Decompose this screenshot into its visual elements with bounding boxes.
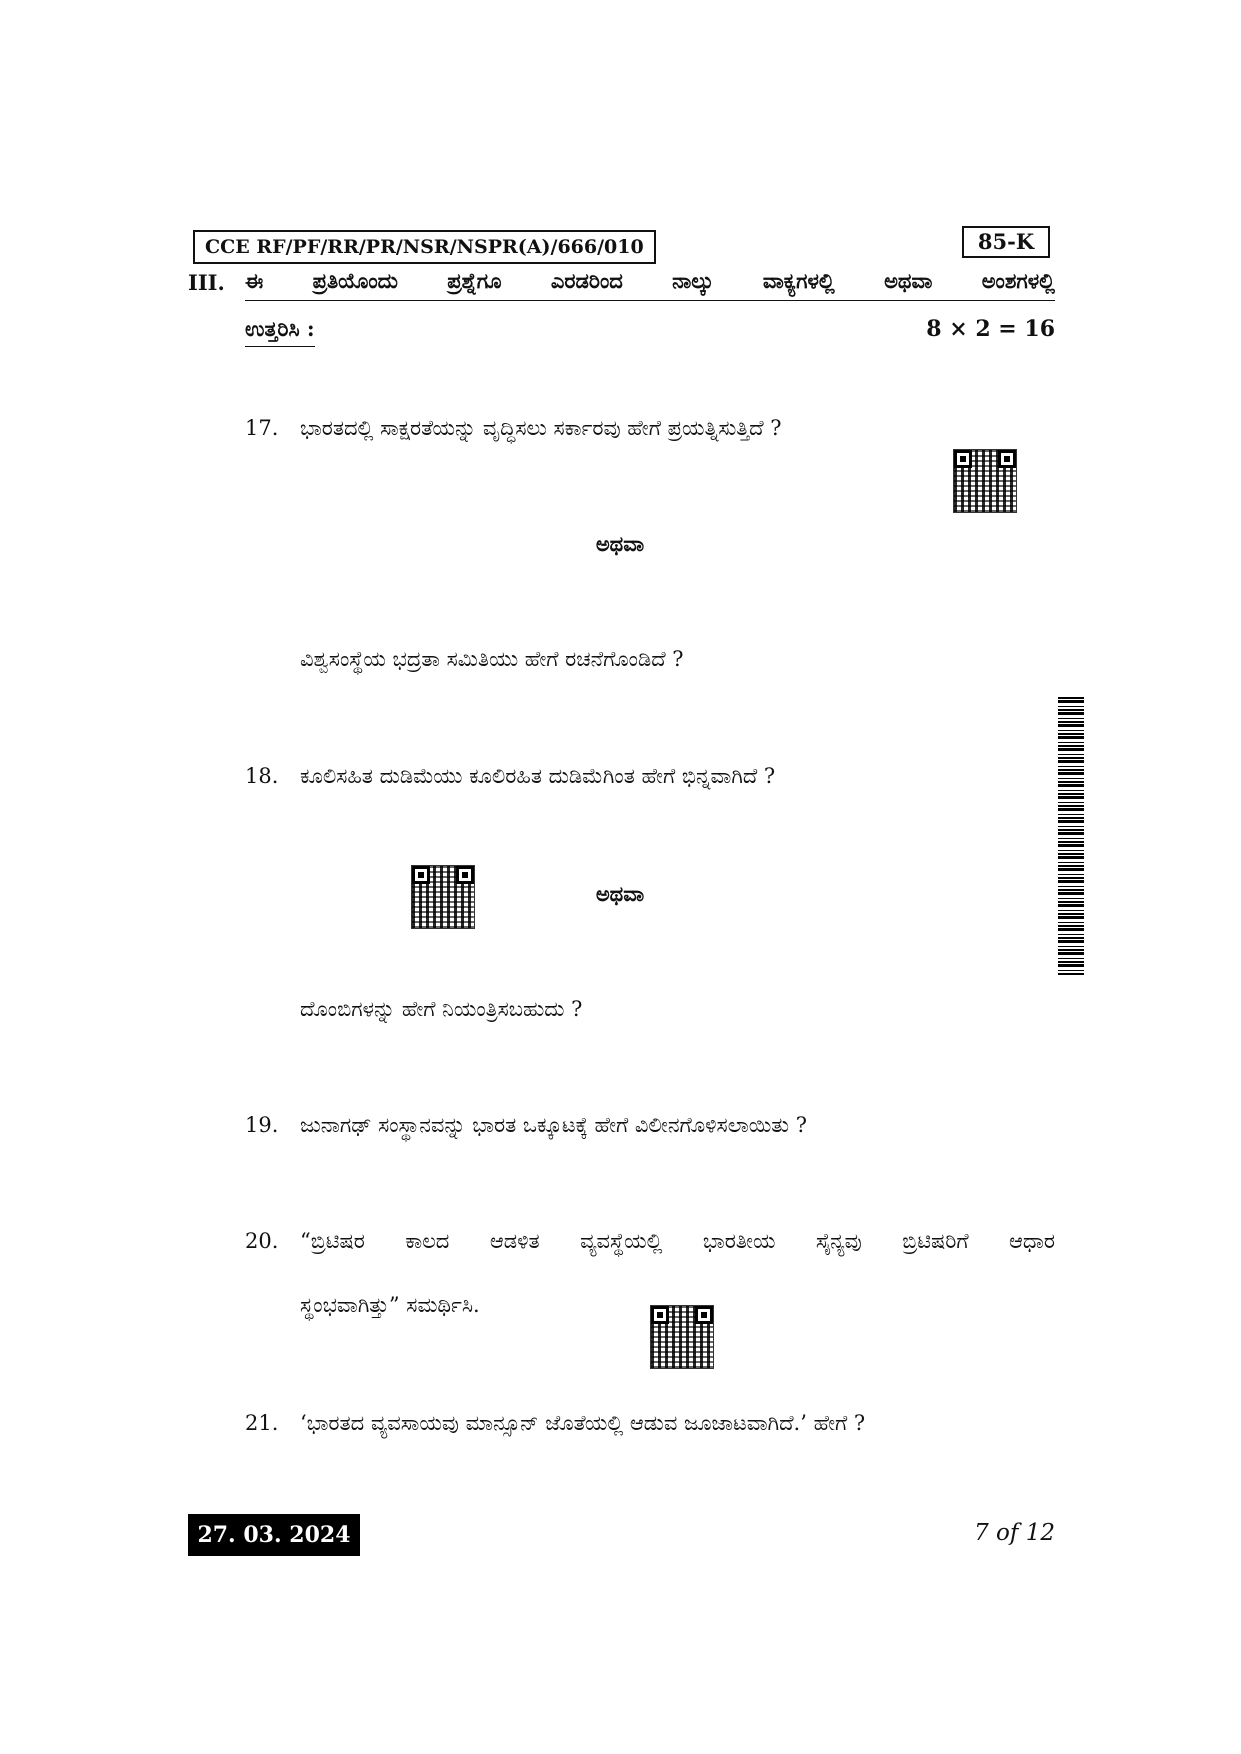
qr-code-icon bbox=[954, 450, 1016, 512]
section-instruction-line1: ಈ ಪ್ರತಿಯೊಂದು ಪ್ರಶ್ನೆಗೂ ಎರಡರಿಂದ ನಾಲ್ಕು ವಾಕ್ಯಗಳಲ್ಲಿ ಅಥವಾ ಅಂಶಗಳಲ್ಲಿ bbox=[245, 268, 1055, 301]
section-instruction-line2: ಉತ್ತರಿಸಿ : bbox=[245, 316, 315, 347]
question-number: 20. bbox=[245, 1229, 279, 1253]
qr-code-icon bbox=[412, 866, 474, 928]
question-number: 19. bbox=[245, 1113, 279, 1137]
alternative-question-text: ವಿಶ್ವಸಂಸ್ಥೆಯ ಭದ್ರತಾ ಸಮಿತಿಯು ಹೇಗೆ ರಚನೆಗೊಂಡಿದೆ ? bbox=[300, 647, 684, 671]
question-text-line2: ಸ್ಥಂಭವಾಗಿತ್ತು” ಸಮರ್ಥಿಸಿ. bbox=[300, 1293, 480, 1317]
question-number: 17. bbox=[245, 416, 279, 440]
section-number: III. bbox=[188, 270, 225, 295]
question-text-line1: “ಬ್ರಿಟಿಷರ ಕಾಲದ ಆಡಳಿತ ವ್ಯವಸ್ಥೆಯಲ್ಲಿ ಭಾರತೀಯ ಸೈನ್ಯವು ಬ್ರಿಟಿಷರಿಗೆ ಆಧಾರ bbox=[300, 1229, 1055, 1253]
question-number: 18. bbox=[245, 764, 279, 788]
section-marks: 8 × 2 = 16 bbox=[926, 316, 1055, 342]
question-text: ‘ಭಾರತದ ವ್ಯವಸಾಯವು ಮಾನ್ಸೂನ್ ಜೊತೆಯಲ್ಲಿ ಆಡುವ ಜೂಜಾಟವಾಗಿದೆ.’ ಹೇಗೆ ? bbox=[300, 1411, 866, 1435]
page-number: 7 of 12 bbox=[974, 1520, 1055, 1546]
exam-date-box: 27. 03. 2024 bbox=[188, 1514, 360, 1556]
exam-code-box: CCE RF/PF/RR/PR/NSR/NSPR(A)/666/010 bbox=[193, 230, 656, 264]
question-number: 21. bbox=[245, 1411, 279, 1435]
or-label: ಅಥವಾ bbox=[595, 881, 645, 906]
or-label: ಅಥವಾ bbox=[595, 531, 645, 556]
barcode-icon bbox=[1058, 697, 1084, 975]
question-text: ಭಾರತದಲ್ಲಿ ಸಾಕ್ಷರತೆಯನ್ನು ವೃದ್ಧಿಸಲು ಸರ್ಕಾರವು ಹೇಗೆ ಪ್ರಯತ್ನಿಸುತ್ತಿದೆ ? bbox=[300, 416, 782, 440]
question-text: ಜುನಾಗಢ್ ಸಂಸ್ಥಾನವನ್ನು ಭಾರತ ಒಕ್ಕೂಟಕ್ಕೆ ಹೇಗೆ ವಿಲೀನಗೊಳಿಸಲಾಯಿತು ? bbox=[300, 1113, 808, 1137]
paper-code-box: 85-K bbox=[962, 226, 1050, 258]
alternative-question-text: ದೊಂಬಿಗಳನ್ನು ಹೇಗೆ ನಿಯಂತ್ರಿಸಬಹುದು ? bbox=[300, 997, 583, 1021]
question-text: ಕೂಲಿಸಹಿತ ದುಡಿಮೆಯು ಕೂಲಿರಹಿತ ದುಡಿಮೆಗಿಂತ ಹೇಗೆ ಭಿನ್ನವಾಗಿದೆ ? bbox=[300, 764, 776, 788]
qr-code-icon bbox=[651, 1306, 713, 1368]
